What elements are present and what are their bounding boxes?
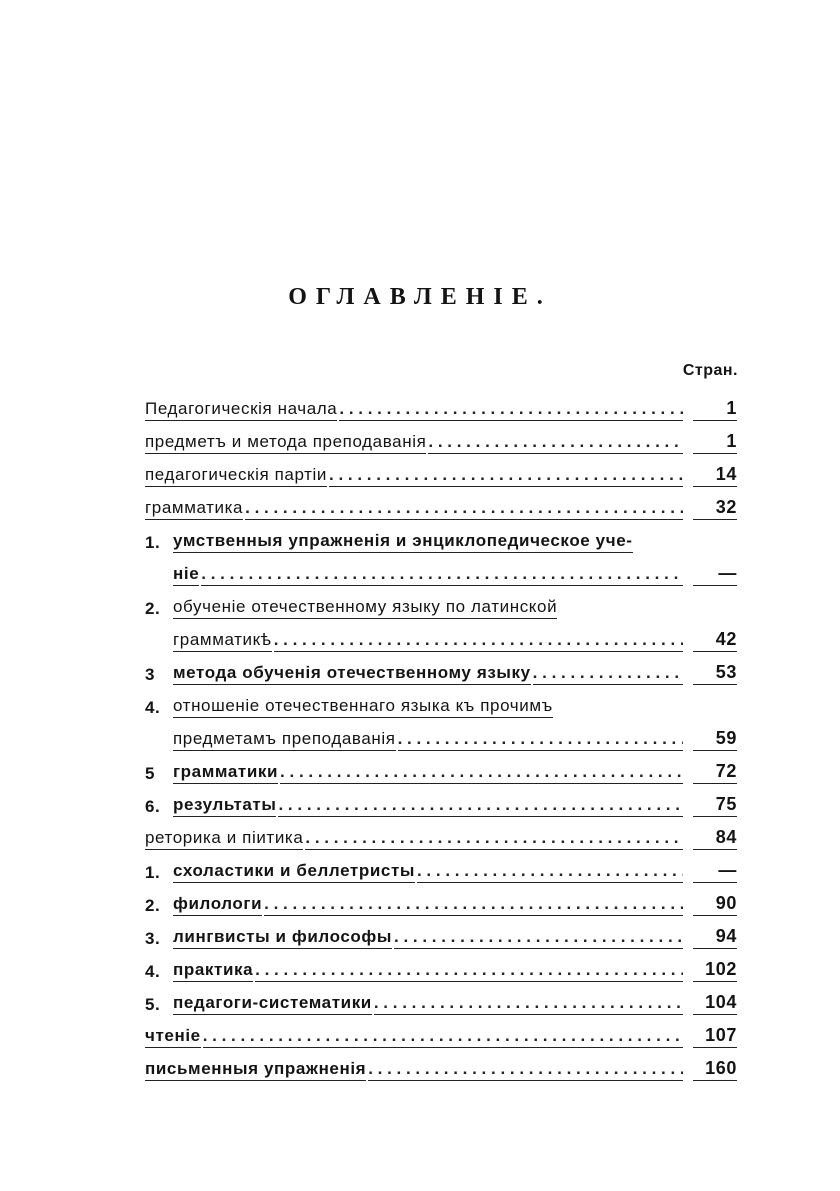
toc-entry-number: 3.	[145, 929, 161, 948]
toc-entry-title: чтеніе	[145, 1026, 201, 1048]
toc-entry-title: умственныя упражненія и энциклопедическое уче-	[173, 531, 633, 553]
toc-entry-title: обученіе отечественному языку по латинской	[173, 597, 557, 619]
toc-entry-page: 160	[693, 1058, 737, 1081]
toc-entry-number: 4.	[145, 698, 161, 717]
toc-entry-page: 53	[693, 662, 737, 685]
toc-entry-title: результаты	[173, 795, 276, 817]
toc-entry	[145, 1048, 737, 1081]
dot-leader	[394, 927, 683, 949]
toc-entry-number: 1.	[145, 863, 161, 882]
page-title: ОГЛАВЛЕНІЕ.	[288, 284, 552, 310]
dot-leader	[329, 465, 683, 487]
toc-entry-number: 3	[145, 665, 156, 684]
dot-leader	[339, 399, 683, 421]
toc-entry-page: 14	[693, 464, 737, 487]
toc-entry-title: отношеніе отечественнаго языка къ прочимъ	[173, 696, 553, 718]
toc-entry-title: практика	[173, 960, 253, 982]
toc-entry-page: 104	[693, 992, 737, 1015]
toc-entry-number: 2.	[145, 599, 161, 618]
dot-leader	[428, 432, 683, 454]
dot-leader	[264, 894, 683, 916]
toc-entry-title: грамматика	[145, 498, 243, 520]
toc-entry-page: 107	[693, 1025, 737, 1048]
toc-entry-continuation	[145, 619, 737, 652]
toc-entry-title: грамматикѣ	[173, 630, 272, 652]
toc-entry-page: 32	[693, 497, 737, 520]
table-of-contents	[145, 388, 737, 1081]
toc-entry-page: 94	[693, 926, 737, 949]
toc-entry-page: 42	[693, 629, 737, 652]
dot-leader	[255, 960, 683, 982]
toc-entry-number: 2.	[145, 896, 161, 915]
toc-entry	[145, 520, 737, 553]
dot-leader	[280, 762, 683, 784]
dot-leader	[374, 993, 683, 1015]
toc-entry	[145, 784, 737, 817]
toc-entry-continuation	[145, 553, 737, 586]
toc-entry	[145, 421, 737, 454]
toc-entry	[145, 883, 737, 916]
toc-entry	[145, 817, 737, 850]
toc-entry-title: предметъ и метода преподаванія	[145, 432, 426, 454]
dot-leader	[368, 1059, 683, 1081]
toc-entry-title: педагогическія партіи	[145, 465, 327, 487]
toc-entry-title: Педагогическія начала	[145, 399, 337, 421]
toc-entry	[145, 652, 737, 685]
toc-entry-page: 84	[693, 827, 737, 850]
dot-leader	[278, 795, 683, 817]
toc-entry-page: 1	[693, 398, 737, 421]
toc-entry-page: —	[693, 563, 737, 586]
toc-entry-title: реторика и піитика	[145, 828, 303, 850]
toc-entry-continuation	[145, 718, 737, 751]
toc-entry-number: 6.	[145, 797, 161, 816]
toc-entry-page: 1	[693, 431, 737, 454]
toc-entry-number: 5.	[145, 995, 161, 1014]
toc-entry	[145, 454, 737, 487]
toc-entry-title: ніе	[173, 564, 199, 586]
toc-entry-page: 90	[693, 893, 737, 916]
toc-entry-page: 59	[693, 728, 737, 751]
dot-leader	[274, 630, 683, 652]
toc-entry-title: педагоги-систематики	[173, 993, 372, 1015]
pages-column-header: Стран.	[682, 362, 738, 379]
dot-leader	[201, 564, 683, 586]
toc-entry-title: грамматики	[173, 762, 278, 784]
toc-entry	[145, 685, 737, 718]
toc-entry-page: —	[693, 860, 737, 883]
dot-leader	[417, 861, 683, 883]
dot-leader	[203, 1026, 683, 1048]
toc-entry	[145, 982, 737, 1015]
toc-entry-title: предметамъ преподаванія	[173, 729, 396, 751]
toc-entry-page: 72	[693, 761, 737, 784]
toc-entry	[145, 586, 737, 619]
toc-entry	[145, 487, 737, 520]
toc-entry-number: 1.	[145, 533, 161, 552]
toc-entry-page: 75	[693, 794, 737, 817]
dot-leader	[533, 663, 683, 685]
toc-entry-title: схоластики и беллетристы	[173, 861, 415, 883]
toc-entry-title: метода обученія отечественному языку	[173, 663, 531, 685]
toc-entry-title: письменныя упражненія	[145, 1059, 366, 1081]
toc-entry	[145, 751, 737, 784]
toc-entry-title: лингвисты и философы	[173, 927, 392, 949]
dot-leader	[305, 828, 683, 850]
toc-entry-number: 4.	[145, 962, 161, 981]
dot-leader	[245, 498, 683, 520]
dot-leader	[398, 729, 683, 751]
toc-entry	[145, 1015, 737, 1048]
toc-entry	[145, 949, 737, 982]
toc-entry	[145, 388, 737, 421]
toc-entry-number: 5	[145, 764, 156, 783]
toc-entry-title: филологи	[173, 894, 262, 916]
toc-entry-page: 102	[693, 959, 737, 982]
toc-entry	[145, 916, 737, 949]
toc-entry	[145, 850, 737, 883]
